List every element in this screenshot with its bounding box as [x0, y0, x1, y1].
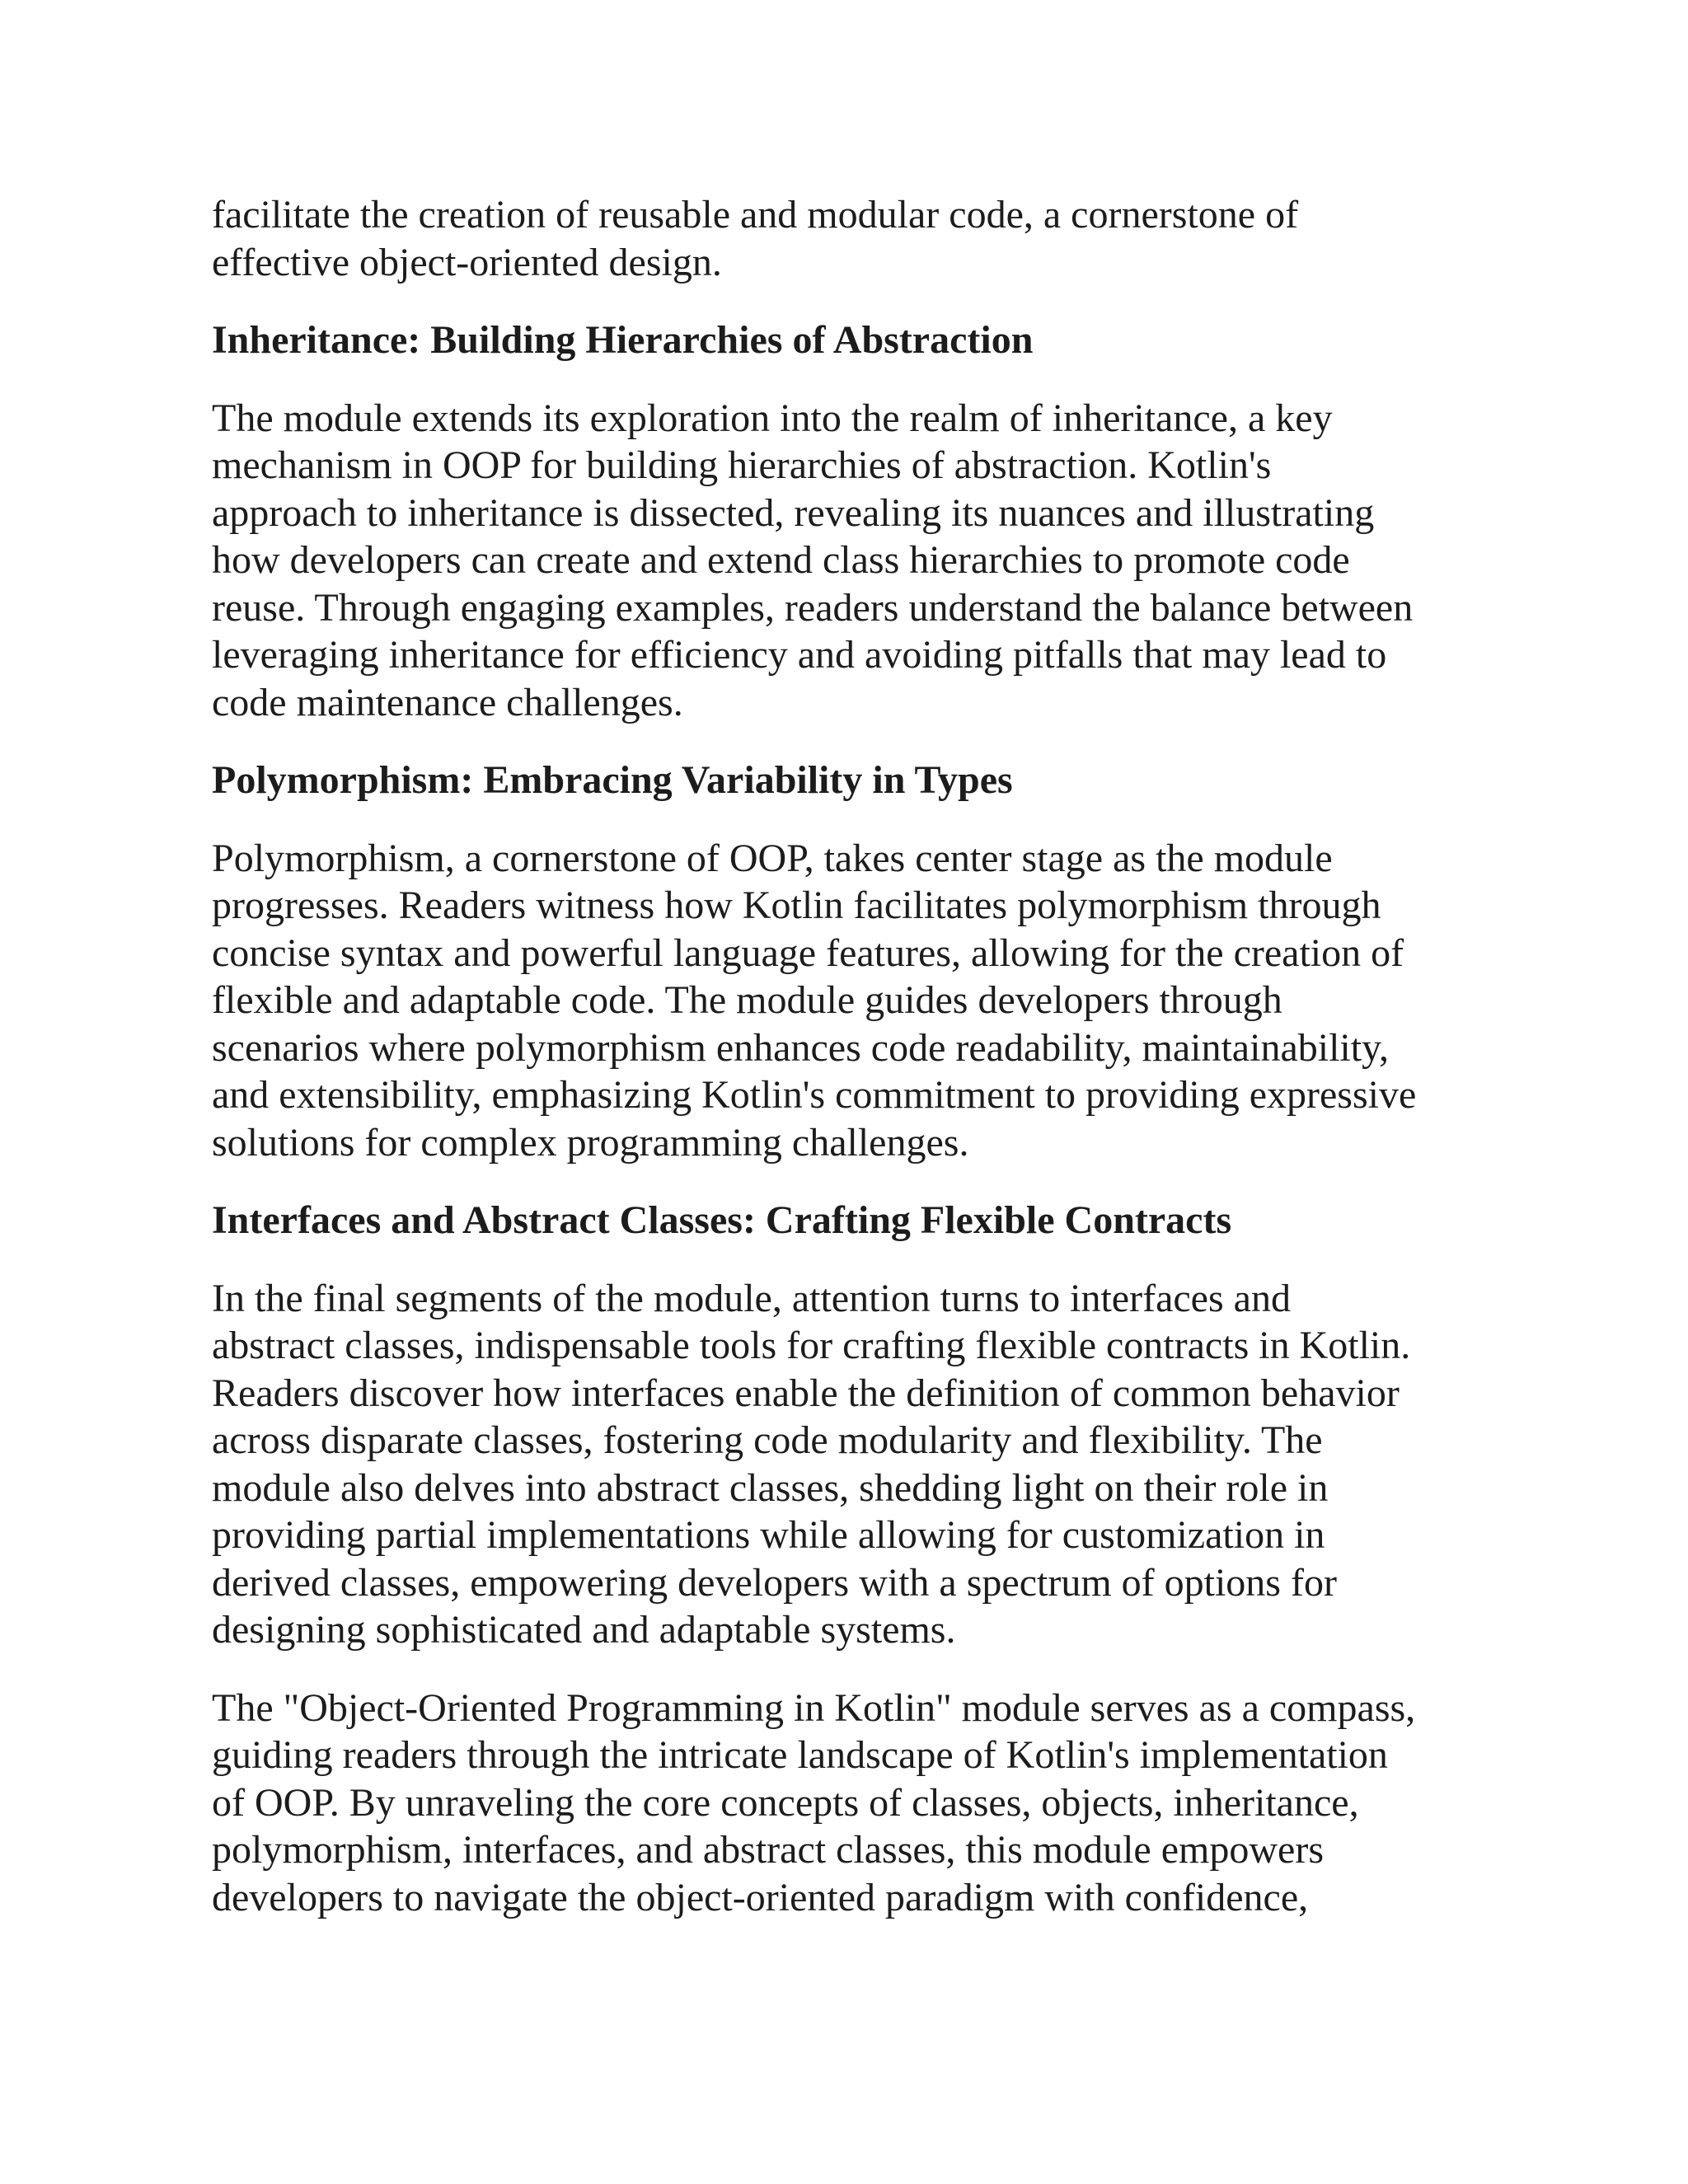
text-line: providing partial implementations while allowing for customization in	[212, 1513, 1325, 1557]
text-line: module also delves into abstract classes, shedding light on their role in	[212, 1465, 1329, 1510]
text-line: code maintenance challenges.	[212, 680, 683, 724]
text-line: progresses. Readers witness how Kotlin facilitates polymorphism through	[212, 883, 1381, 927]
text-line: The "Object-Oriented Programming in Kotlin" module serves as a compass,	[212, 1685, 1416, 1730]
text-line: and extensibility, emphasizing Kotlin's commitment to providing expressive	[212, 1073, 1417, 1117]
text-line: facilitate the creation of reusable and modular code, a cornerstone of	[212, 193, 1299, 237]
paragraph-polymorphism	[212, 835, 1498, 1167]
text-line: scenarios where polymorphism enhances code readability, maintainability,	[212, 1025, 1389, 1070]
text-line: abstract classes, indispensable tools for crafting flexible contracts in Kotlin.	[212, 1324, 1411, 1367]
paragraph-interfaces-abstract-classes	[212, 1275, 1498, 1654]
text-line: developers to navigate the object-oriented paradigm with confidence,	[212, 1875, 1309, 1919]
paragraph-intro-continuation	[212, 191, 1498, 286]
text-line: designing sophisticated and adaptable systems.	[212, 1608, 956, 1652]
paragraph-module-summary	[212, 1685, 1498, 1922]
document-body	[212, 191, 1498, 1952]
text-line: polymorphism, interfaces, and abstract classes, this module empowers	[212, 1828, 1324, 1872]
heading-text: Inheritance: Building Hierarchies of Abstraction	[212, 318, 1034, 362]
heading-interfaces-abstract-classes	[212, 1197, 1498, 1244]
text-line: across disparate classes, fostering code modularity and flexibility. The	[212, 1418, 1323, 1462]
text-line: approach to inheritance is dissected, revealing its nuances and illustrating	[212, 490, 1375, 535]
heading-text: Polymorphism: Embracing Variability in Types	[212, 758, 1013, 802]
text-line: concise syntax and powerful language features, allowing for the creation of	[212, 930, 1404, 975]
heading-polymorphism	[212, 757, 1498, 804]
text-line: how developers can create and extend class hierarchies to promote code	[212, 538, 1350, 582]
text-line: reuse. Through engaging examples, readers understand the balance between	[212, 585, 1414, 630]
text-line: In the final segments of the module, attention turns to interfaces and	[212, 1276, 1291, 1320]
heading-text: Interfaces and Abstract Classes: Crafting Flexible Contracts	[212, 1198, 1232, 1242]
paragraph-inheritance	[212, 395, 1498, 727]
text-line: flexible and adaptable code. The module guides developers through	[212, 978, 1282, 1022]
text-line: The module extends its exploration into the realm of inheritance, a key	[212, 396, 1333, 440]
heading-inheritance	[212, 316, 1498, 364]
text-line: leveraging inheritance for efficiency and avoiding pitfalls that may lead to	[212, 633, 1387, 677]
text-line: guiding readers through the intricate landscape of Kotlin's implementation	[212, 1733, 1388, 1777]
text-line: derived classes, empowering developers with a spectrum of options for	[212, 1560, 1337, 1605]
text-line: Polymorphism, a cornerstone of OOP, takes center stage as the module	[212, 836, 1333, 880]
text-line: effective object-oriented design.	[212, 240, 722, 284]
text-line: mechanism in OOP for building hierarchies of abstraction. Kotlin's	[212, 443, 1272, 487]
text-line: of OOP. By unraveling the core concepts of classes, objects, inheritance,	[212, 1780, 1359, 1825]
text-line: solutions for complex programming challenges.	[212, 1120, 969, 1165]
text-line: Readers discover how interfaces enable the definition of common behavior	[212, 1371, 1400, 1415]
